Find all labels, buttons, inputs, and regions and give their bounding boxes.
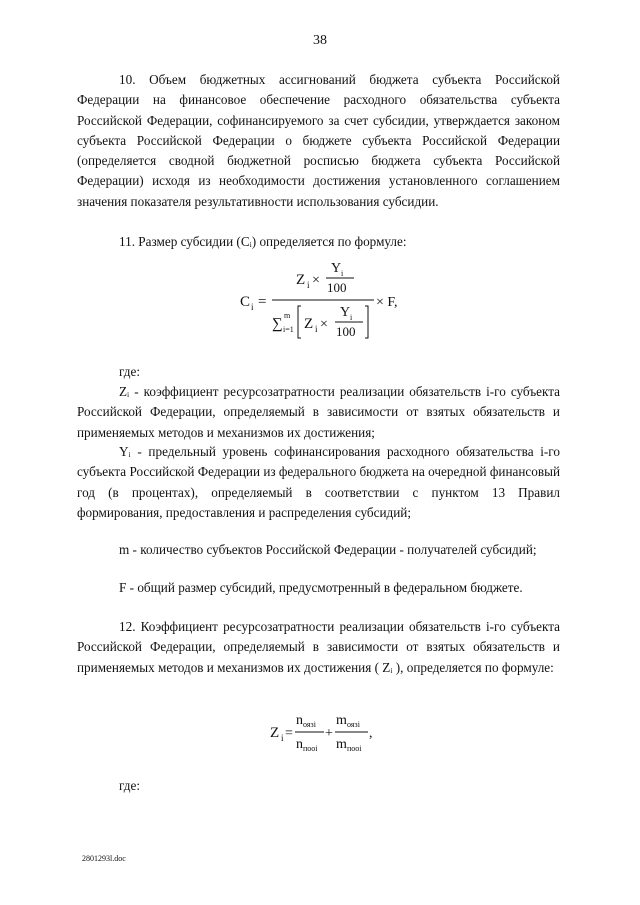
paragraph-11: 11. Размер субсидии (Cᵢ) определяется по формуле:: [119, 234, 407, 249]
subsidy-formula: [238, 262, 418, 344]
f2-lhs-sub: i: [281, 733, 284, 743]
formula-lhs-sub: i: [251, 302, 254, 312]
definition-m: m - количество субъектов Российской Федерации - получателей субсидий;: [119, 542, 537, 557]
paragraph-12: 12. Коэффициент ресурсозатратности реализации обязательств i-го субъекта Российской Федерации, определяемый в зависимости от взятых обязательств и применяемых методов и механизмов их достижения ( Zᵢ ), определяется по формуле:: [77, 619, 560, 675]
f2-lhs: Z: [270, 725, 280, 741]
f2-m-top: m: [336, 713, 347, 728]
f2-plus: +: [325, 726, 333, 741]
den-times: ×: [320, 317, 328, 332]
formula-tail: × F,: [376, 295, 398, 310]
where-label-1: где:: [119, 364, 140, 379]
f2-comma: ,: [369, 726, 373, 741]
num-y: Y: [331, 262, 342, 276]
formula-lhs: C: [240, 294, 251, 310]
definition-f: F - общий размер субсидий, предусмотренный в федеральном бюджете.: [119, 580, 523, 595]
sum-bottom: i=1: [283, 325, 294, 334]
f2-m-bottom-sub: пооi: [347, 744, 362, 753]
f2-n-bottom: n: [296, 737, 303, 752]
where-label-2: где:: [119, 778, 140, 793]
formula-eq: =: [258, 294, 267, 310]
sum-symbol: ∑: [272, 316, 283, 332]
f2-m-top-sub: оязi: [347, 720, 360, 729]
left-bracket: [298, 306, 301, 338]
footer-filename: 2801293l.doc: [82, 854, 126, 863]
den-y: Y: [340, 305, 351, 320]
num-y-sub: i: [341, 269, 344, 278]
den-hundred: 100: [336, 324, 356, 339]
num-hundred: 100: [327, 280, 347, 295]
f2-n-top: n: [296, 713, 303, 728]
num-z-sub: i: [307, 280, 310, 290]
den-z-sub: i: [315, 324, 318, 334]
num-z: Z: [296, 272, 306, 288]
den-z: Z: [304, 316, 314, 332]
paragraph-10: 10. Объем бюджетных ассигнований бюджета субъекта Российской Федерации на финансовое обеспечение расходного обязательства субъекта Российской Федерации, софинансируемого за счет субсидии, утверждается законом субъекта Российской Федерации о бюджете субъекта Российской Федерации (определяется сводной бюджетной росписью бюджета субъекта Российской Федерации) исходя из необходимости достижения установленного соглашением значения показателя результативности использования субсидии.: [77, 72, 560, 209]
f2-n-top-sub: оязi: [303, 720, 316, 729]
sum-top: m: [284, 311, 291, 320]
right-bracket: [365, 306, 368, 338]
definition-y: Yᵢ - предельный уровень софинансирования расходного обязательства i-го субъекта Российской Федерации из федерального бюджета на очередной финансовый год (в процентах), определяемый в соответствии с пунктом 13 Правил формирования, предоставления и распределения субсидий;: [77, 444, 561, 520]
definition-z: Zᵢ - коэффициент ресурсозатратности реализации обязательств i-го субъекта Российской Федерации, определяемый в зависимости от взятых обязательств и применяемых методов и механизмов их достижения;: [77, 384, 560, 440]
f2-n-bottom-sub: пооi: [303, 744, 318, 753]
den-y-sub: i: [350, 313, 353, 322]
resource-coefficient-formula: [268, 708, 388, 756]
f2-eq: =: [285, 726, 293, 741]
num-times: ×: [312, 273, 320, 288]
page-number: 38: [313, 33, 327, 48]
f2-m-bottom: m: [336, 737, 347, 752]
